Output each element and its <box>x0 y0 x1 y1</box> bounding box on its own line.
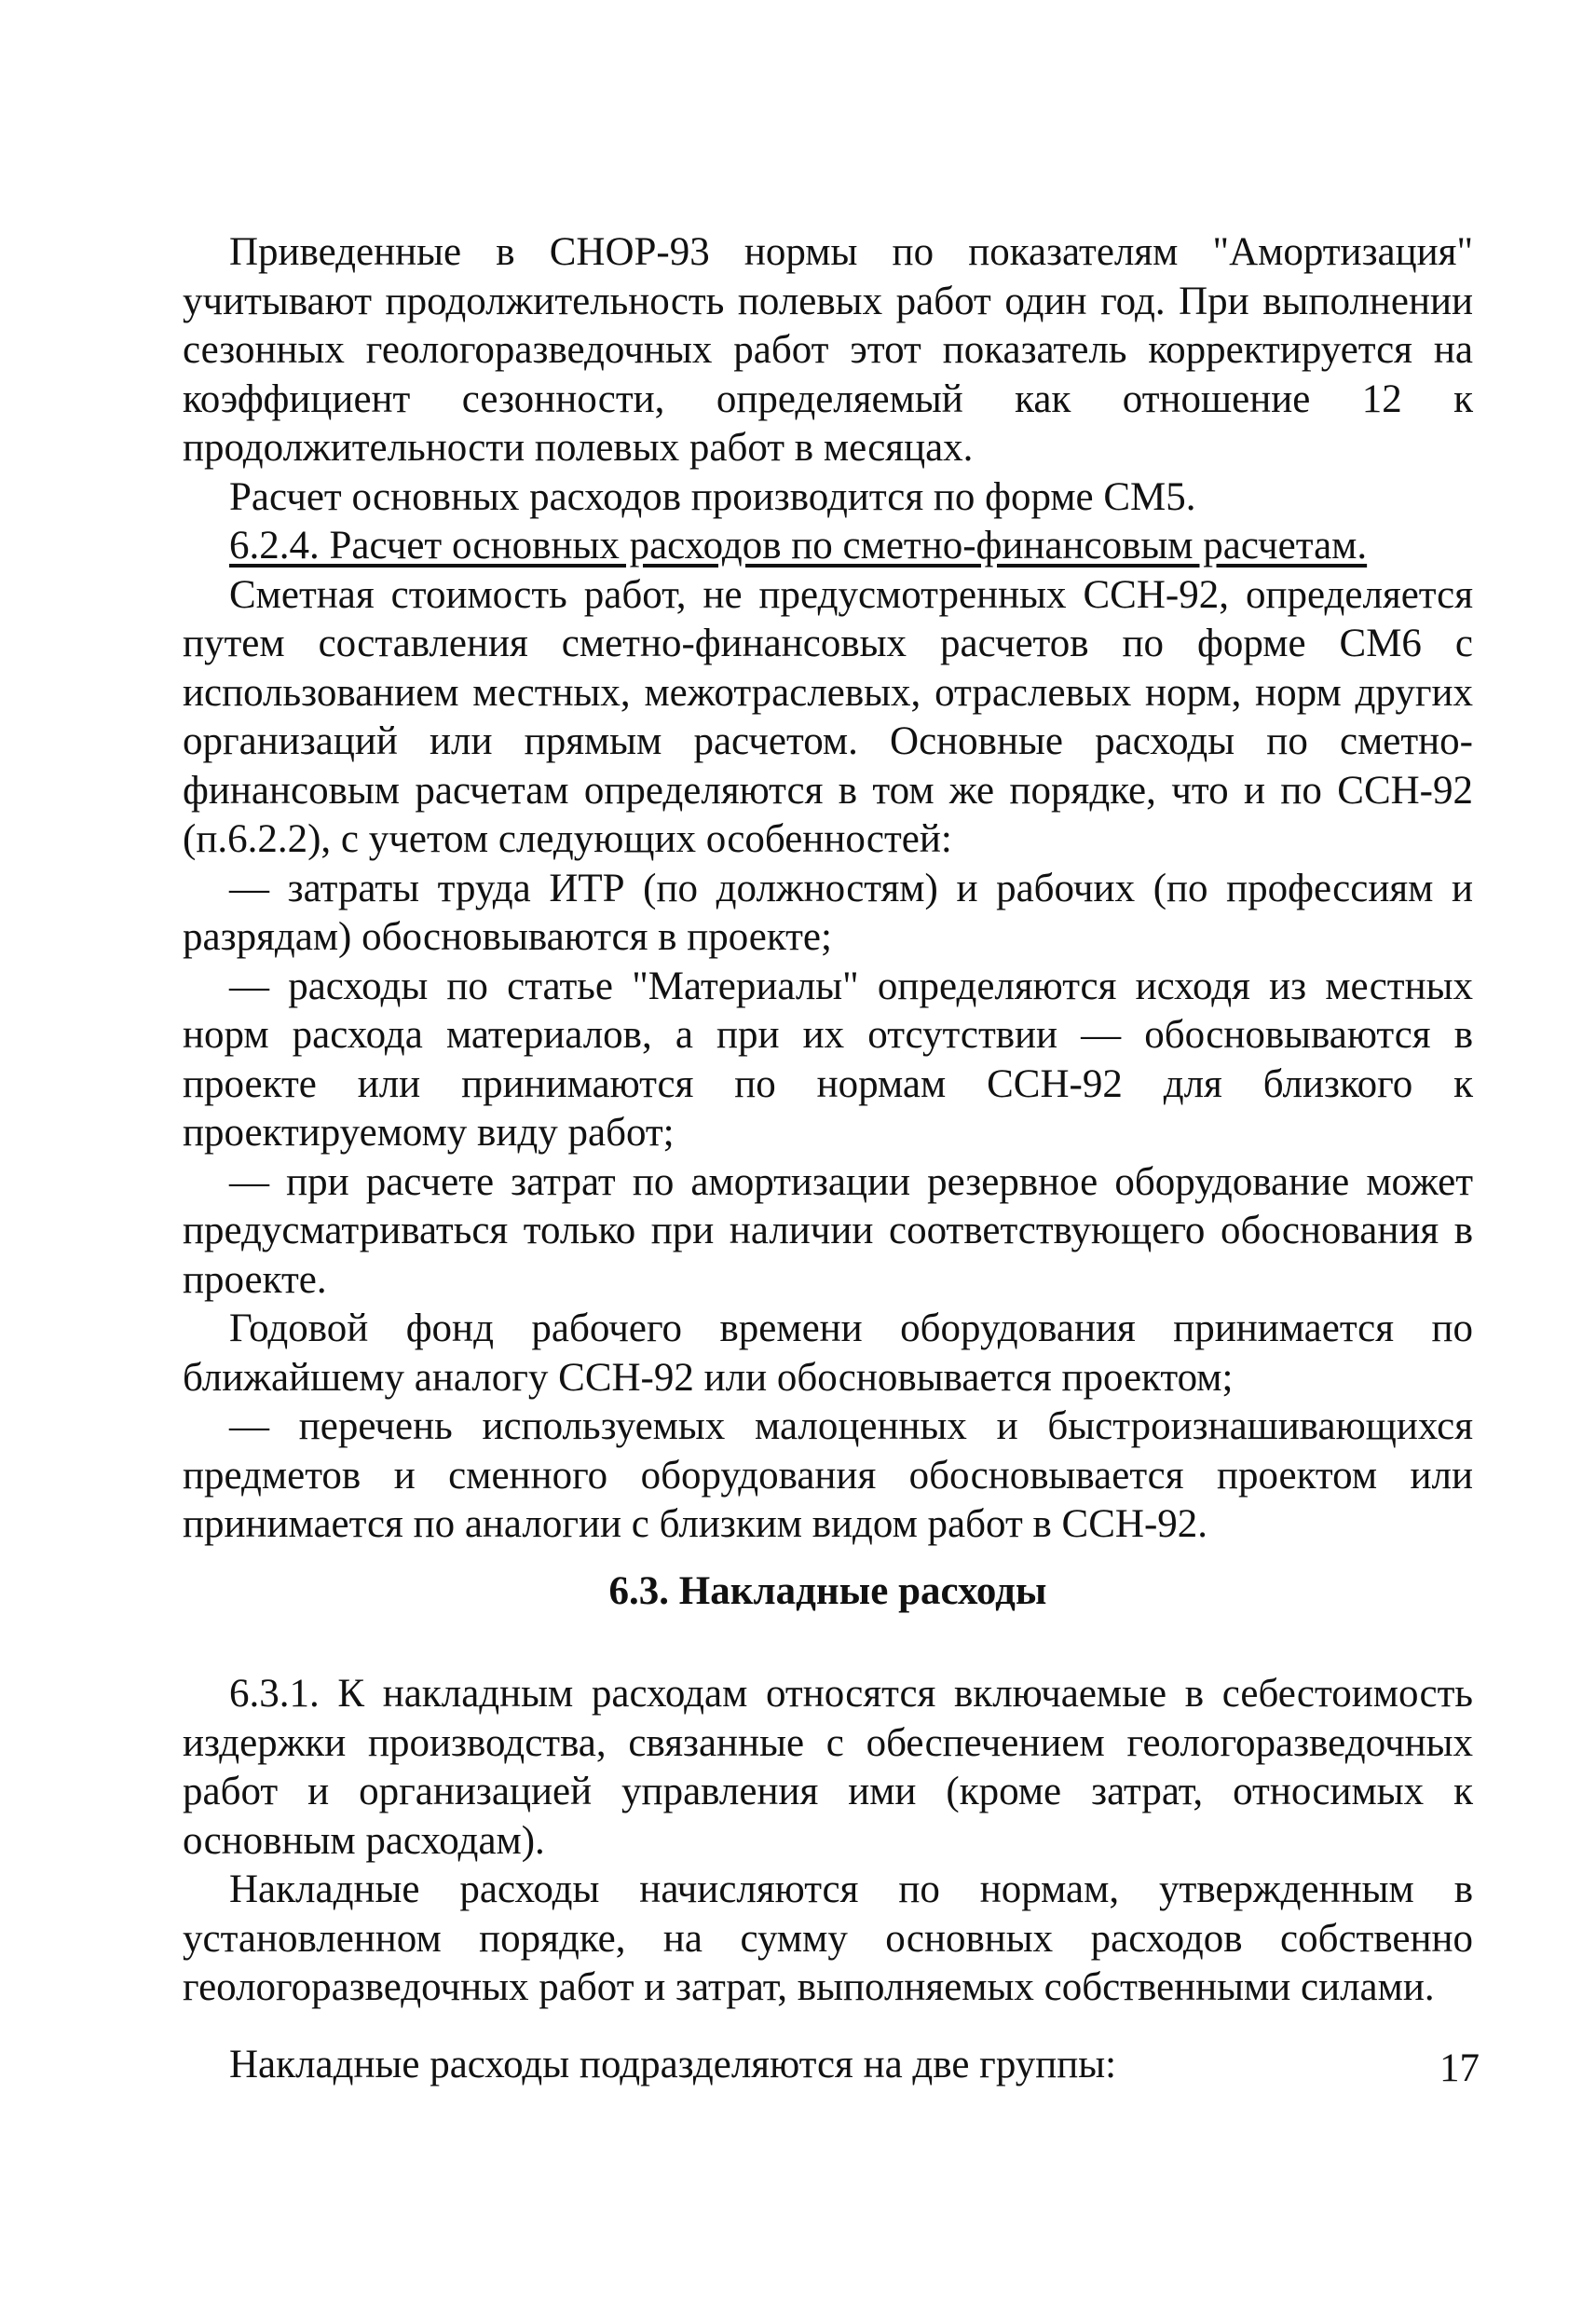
paragraph-6-3-1: 6.3.1. К накладным расходам относятся включаемые в себестоимость издержки производства, связанные с обеспечением геологоразведочных работ и организацией управления ими (кроме затрат, относимых к основным расходам). <box>183 1672 1473 1863</box>
list-item-low-value-items: — перечень используемых малоценных и быстроизнашивающихся предметов и сменного оборудования обосновывается проектом или принимается по аналогии с близким видом работ в ССН-92. <box>183 1404 1473 1546</box>
section-heading-6-3: 6.3. Накладные расходы <box>608 1569 1047 1613</box>
section-text-block <box>183 1670 1473 2013</box>
main-text-block <box>183 228 1473 1550</box>
paragraph-annual-fund: Годовой фонд рабочего времени оборудования принимается по ближайшему аналогу ССН-92 или обосновывается проектом; <box>183 1306 1473 1400</box>
list-item-materials: — расходы по статье "Материалы" определяются исходя из местных норм расхода материалов, а при их отсутствии — обосновываются в проекте или принимаются по нормам ССН-92 для близкого к проектируемому виду работ; <box>183 964 1473 1155</box>
page-number: 17 <box>1439 2046 1480 2090</box>
list-item-labor: — затраты труда ИТР (по должностям) и рабочих (по профессиям и разрядам) обосновываются в проекте; <box>183 866 1473 959</box>
subsection-title-6-2-4: 6.2.4. Расчет основных расходов по сметно-финансовым расчетам. <box>229 524 1368 568</box>
paragraph-overhead-groups: Накладные расходы подразделяются на две группы: <box>229 2043 1117 2086</box>
paragraph-cm5: Расчет основных расходов производится по форме СМ5. <box>229 474 1196 519</box>
paragraph-overhead-norms: Накладные расходы начисляются по нормам, утвержденным в установленном порядке, на сумму основных расходов собственно геологоразведочных работ и затрат, выполняемых собственными силами. <box>183 1867 1473 2009</box>
paragraph-amortization: Приведенные в СНОР-93 нормы по показателям "Амортизация" учитывают продолжительность полевых работ один год. При выполнении сезонных геологоразведочных работ этот показатель корректируется на коэффициент сезонности, определяемый как отношение 12 к продолжительности полевых работ в месяцах. <box>183 230 1473 470</box>
paragraph-estimate-cost: Сметная стоимость работ, не предусмотренных ССН-92, определяется путем составления сметно-финансовых расчетов по форме СМ6 с использованием местных, межотраслевых, отраслевых норм, норм других организаций или прямым расчетом. Основные расходы по сметно-финансовым расчетам определяются в том же порядке, что и по ССН-92 (п.6.2.2), с учетом следующих особенностей: <box>183 572 1473 861</box>
list-item-amortization: — при расчете затрат по амортизации резервное оборудование может предусматриваться только при наличии соответствующего обоснования в проекте. <box>183 1159 1473 1302</box>
